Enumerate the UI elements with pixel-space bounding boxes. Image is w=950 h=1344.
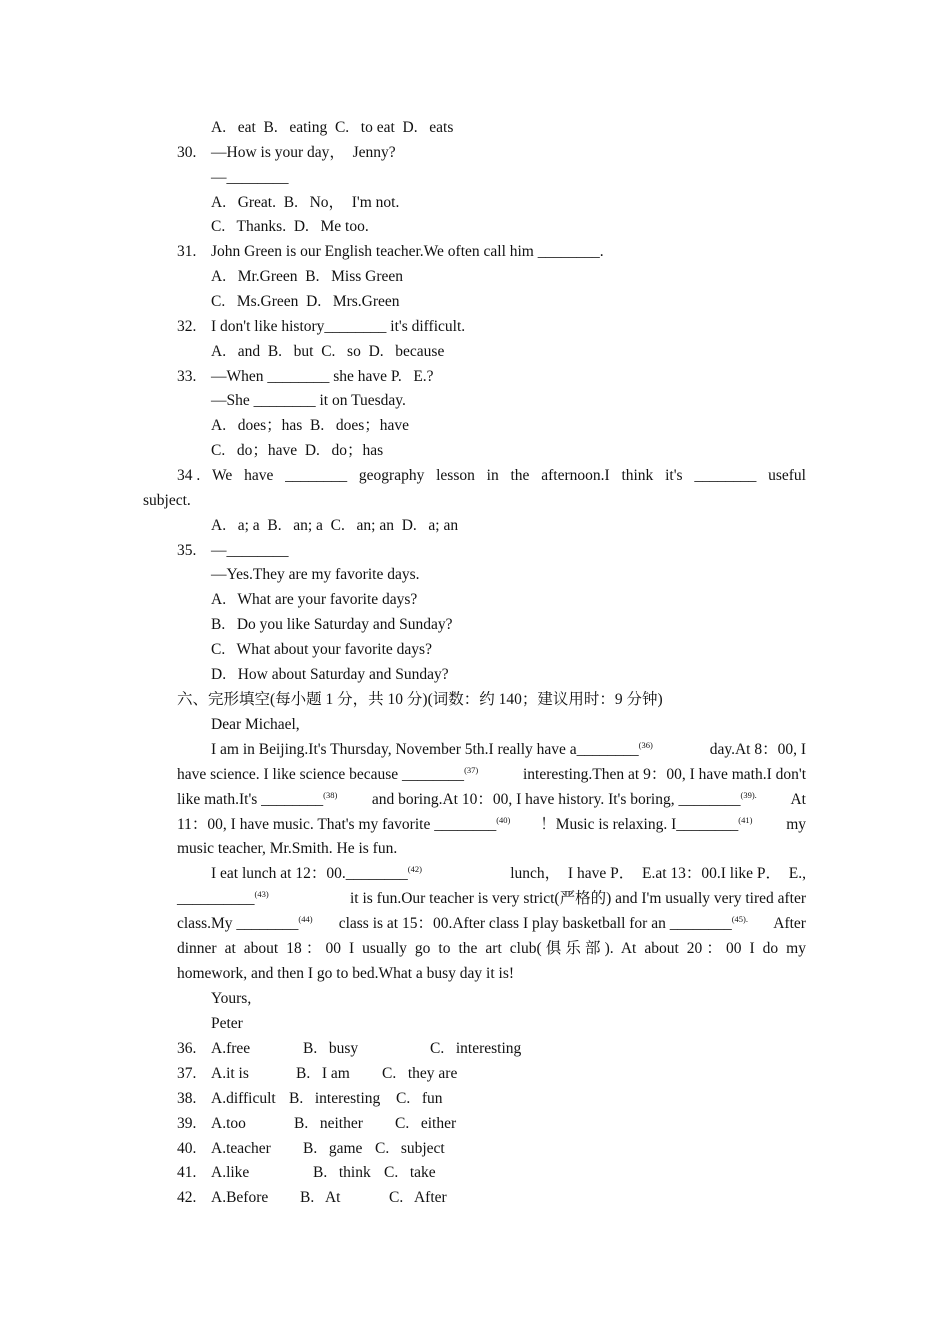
q35-answer: —Yes.They are my favorite days. xyxy=(211,566,420,583)
q34-word: afternoon.I xyxy=(541,467,610,484)
cloze-option-b: B. At xyxy=(300,1189,341,1206)
blank-number: (42) xyxy=(407,864,422,874)
cloze-number: 37. xyxy=(177,1065,197,1082)
blank-number: (39). xyxy=(740,790,757,800)
passage-line: have science. I like science because ________$^{(37)}$ interesting.Then at 9：00, I have math.I don't xyxy=(177,765,806,783)
q33-options-cd: C. do；have D. do；has xyxy=(211,442,384,459)
passage-line: 11：00, I have music. That's my favorite ________$^{(40)}$ ！Music is relaxing. I________$^{(41)}$ my xyxy=(177,815,806,833)
passage-line: like math.It's ________$^{(38)}$ and boring.At 10：00, I have history. It's boring, ________$^{(39).}$ At xyxy=(177,790,806,808)
q35-blank: —________ xyxy=(211,542,289,559)
q32-number: 32. xyxy=(177,318,197,335)
letter-closing: Yours, xyxy=(211,990,252,1007)
letter-greeting: Dear Michael, xyxy=(211,716,300,733)
cloze-number: 36. xyxy=(177,1040,197,1057)
passage-line: class.My ________$^{(44)}$ class is at 15：00.After class I play basketball for an ________$^{(45).}$ After xyxy=(177,914,806,932)
cloze-option-b: B. neither xyxy=(294,1115,363,1132)
q30-stem: —How is your day， Jenny? xyxy=(211,144,396,161)
blank-number: (43) xyxy=(254,889,269,899)
cloze-option-a: A.it is xyxy=(211,1065,249,1082)
cloze-option-a: A.free xyxy=(211,1040,251,1057)
q35-option-d: D. How about Saturday and Sunday? xyxy=(211,666,449,683)
cloze-option-b: B. interesting xyxy=(289,1090,381,1107)
cloze-option-b: B. busy xyxy=(303,1040,359,1057)
q31-stem: John Green is our English teacher.We often call him ________. xyxy=(211,243,604,260)
q34-word: have xyxy=(244,467,274,484)
q29-options: A. eat B. eating C. to eat D. eats xyxy=(211,119,454,136)
q33-stem-line2: —She ________ it on Tuesday. xyxy=(211,392,406,409)
passage-line: __________$^{(43)}$ it is fun.Our teacher is very strict(严格的) and I'm usually very tired after xyxy=(177,889,806,907)
blank-number: (41) xyxy=(738,815,753,825)
blank-number: (44) xyxy=(298,914,313,924)
q35-option-c: C. What about your favorite days? xyxy=(211,641,432,658)
passage-line: music teacher, Mr.Smith. He is fun. xyxy=(177,840,398,857)
q34-word: ________ xyxy=(694,467,757,484)
q35-number: 35. xyxy=(177,542,197,559)
cloze-option-b: B. game xyxy=(303,1140,363,1157)
blank-number: (38) xyxy=(323,790,338,800)
blank-number: (36) xyxy=(638,740,653,750)
cloze-option-c: C. fun xyxy=(396,1090,443,1107)
cloze-option-a: A.Before xyxy=(211,1189,269,1206)
q34-word: the xyxy=(510,467,530,484)
cloze-option-c: C. interesting xyxy=(430,1040,522,1057)
cloze-option-a: A.like xyxy=(211,1164,250,1181)
cloze-option-a: A.teacher xyxy=(211,1140,271,1157)
cloze-option-c: C. subject xyxy=(375,1140,445,1157)
q34-number: 34 . xyxy=(177,467,201,484)
section-heading: 六、完形填空(每小题 1 分，共 10 分)(词数：约 140；建议用时：9 分钟) xyxy=(177,691,663,708)
q34-stem-continued: subject. xyxy=(143,492,191,509)
blank-number: (40) xyxy=(496,815,511,825)
q34-stem xyxy=(177,466,806,486)
q34-word: We xyxy=(212,467,233,484)
q34-word: ________ xyxy=(285,467,348,484)
passage-line: I am in Beijing.It's Thursday, November 5th.I really have a________$^{(36)}$ day.At 8：00, I xyxy=(211,740,806,758)
q31-options-ab: A. Mr.Green B. Miss Green xyxy=(211,268,404,285)
q31-options-cd: C. Ms.Green D. Mrs.Green xyxy=(211,293,400,310)
q32-stem: I don't like history________ it's difficult. xyxy=(211,318,466,335)
letter-signature: Peter xyxy=(211,1015,243,1032)
cloze-option-a: A.too xyxy=(211,1115,246,1132)
cloze-option-a: A.difficult xyxy=(211,1090,276,1107)
cloze-option-c: C. After xyxy=(389,1189,447,1206)
q35-option-a: A. What are your favorite days? xyxy=(211,591,418,608)
cloze-number: 38. xyxy=(177,1090,197,1107)
q30-blank: —________ xyxy=(211,169,289,186)
blank-number: (37) xyxy=(464,765,479,775)
q32-options: A. and B. but C. so D. because xyxy=(211,343,445,360)
cloze-option-c: C. take xyxy=(384,1164,436,1181)
blank-number: (45). xyxy=(731,914,749,924)
q34-options: A. a; a B. an; a C. an; an D. a; an xyxy=(211,517,459,534)
cloze-option-c: C. either xyxy=(395,1115,457,1132)
q30-options-cd: C. Thanks. D. Me too. xyxy=(211,218,369,235)
q33-stem-line1: —When ________ she have P. E.? xyxy=(211,368,434,385)
q34-word: think xyxy=(621,467,654,484)
q30-number: 30. xyxy=(177,144,197,161)
q34-word: geography xyxy=(358,467,425,484)
passage-line: homework, and then I go to bed.What a busy day it is! xyxy=(177,965,515,982)
q34-word: it's xyxy=(665,467,683,484)
q30-options-ab: A. Great. B. No， I'm not. xyxy=(211,194,400,211)
cloze-number: 39. xyxy=(177,1115,197,1132)
cloze-option-b: B. I am xyxy=(296,1065,350,1082)
cloze-number: 40. xyxy=(177,1140,197,1157)
cloze-number: 42. xyxy=(177,1189,197,1206)
cloze-option-c: C. they are xyxy=(382,1065,458,1082)
q35-option-b: B. Do you like Saturday and Sunday? xyxy=(211,616,453,633)
q33-options-ab: A. does；has B. does；have xyxy=(211,417,410,434)
cloze-option-b: B. think xyxy=(313,1164,371,1181)
passage-line: dinner at about 18：00 I usually go to the art club(俱乐部). At about 20：00 I do my xyxy=(177,940,806,957)
cloze-number: 41. xyxy=(177,1164,197,1181)
q33-number: 33. xyxy=(177,368,197,385)
passage-line: I eat lunch at 12：00.________$^{(42)}$ lunch， I have P． E.at 13：00.I like P． E., xyxy=(211,864,806,882)
q34-word: lesson xyxy=(436,467,475,484)
q31-number: 31. xyxy=(177,243,197,260)
q34-word: useful xyxy=(768,467,806,484)
q34-word: in xyxy=(486,467,499,484)
